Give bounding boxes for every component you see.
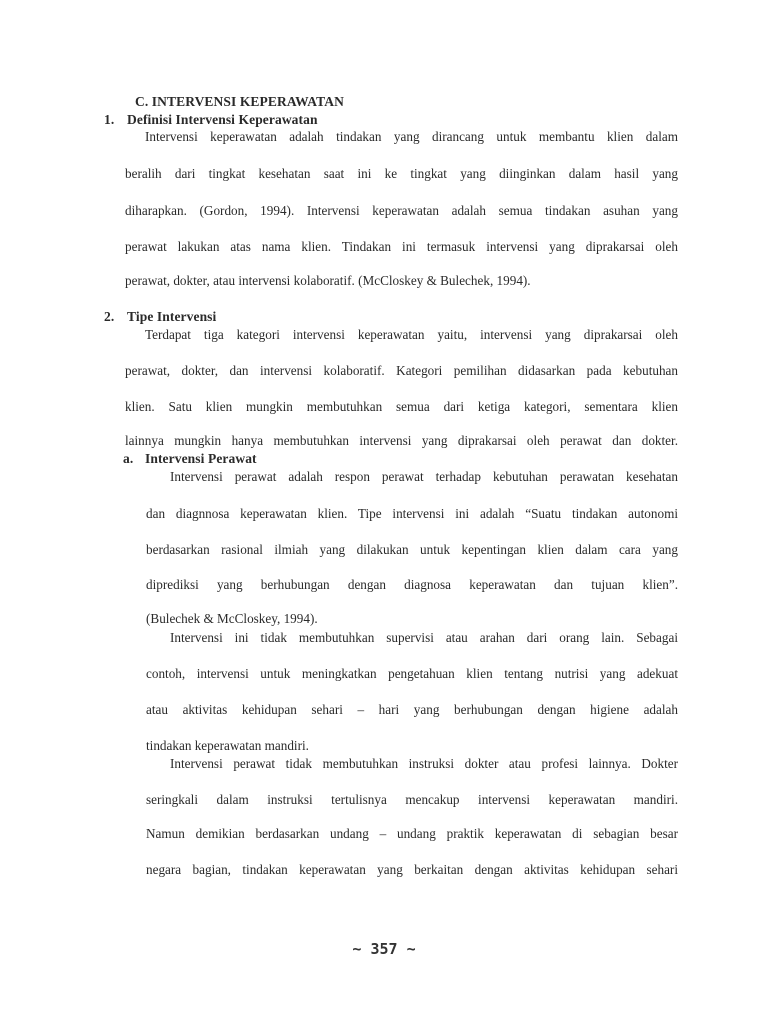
paragraph-line: diprediksi yang berhubungan dengan diagnosa keperawatan dan tujuan klien”. bbox=[146, 577, 678, 592]
paragraph-line: berdasarkan rasional ilmiah yang dilakukan untuk kepentingan klien dalam cara yang bbox=[146, 542, 678, 557]
paragraph-line: tindakan keperawatan mandiri. bbox=[146, 738, 309, 753]
paragraph-line: Intervensi perawat tidak membutuhkan instruksi dokter atau profesi lainnya. Dokter bbox=[170, 756, 678, 771]
paragraph-line: lainnya mungkin hanya membutuhkan intervensi yang diprakarsai oleh perawat dan dokter. bbox=[125, 433, 678, 448]
paragraph-line: atau aktivitas kehidupan sehari – hari yang berhubungan dengan higiene adalah bbox=[146, 702, 678, 717]
paragraph-line: Intervensi ini tidak membutuhkan supervisi atau arahan dari orang lain. Sebagai bbox=[170, 630, 678, 645]
subheading-letter-a: a. bbox=[123, 451, 134, 466]
paragraph-line: diharapkan. (Gordon, 1994). Intervensi keperawatan adalah semua tindakan asuhan yang bbox=[125, 203, 678, 218]
subheading-intervensi-perawat: Intervensi Perawat bbox=[145, 451, 257, 466]
paragraph-line: Terdapat tiga kategori intervensi keperawatan yaitu, intervensi yang diprakarsai oleh bbox=[145, 327, 678, 342]
paragraph-line: klien. Satu klien mungkin membutuhkan semua dari ketiga kategori, sementara klien bbox=[125, 399, 678, 414]
paragraph-line: contoh, intervensi untuk meningkatkan pengetahuan klien tentang nutrisi yang adekuat bbox=[146, 666, 678, 681]
paragraph-line: (Bulechek & McCloskey, 1994). bbox=[146, 611, 318, 626]
subheading-number-2: 2. bbox=[104, 309, 115, 324]
paragraph-line: seringkali dalam instruksi tertulisnya mencakup intervensi keperawatan mandiri. bbox=[146, 792, 678, 807]
paragraph-line: dan diagnnosa keperawatan klien. Tipe intervensi ini adalah “Suatu tindakan autonomi bbox=[146, 506, 678, 521]
paragraph-line: perawat lakukan atas nama klien. Tindakan ini termasuk intervensi yang diprakarsai oleh bbox=[125, 239, 678, 254]
paragraph-line: Intervensi keperawatan adalah tindakan yang dirancang untuk membantu klien dalam bbox=[145, 129, 678, 144]
page-number: ~ 357 ~ bbox=[352, 940, 416, 958]
subheading-tipe-intervensi: Tipe Intervensi bbox=[127, 309, 217, 324]
section-title: C. INTERVENSI KEPERAWATAN bbox=[135, 94, 344, 109]
paragraph-line: Namun demikian berdasarkan undang – undang praktik keperawatan di sebagian besar bbox=[146, 826, 678, 841]
paragraph-line: beralih dari tingkat kesehatan saat ini ke tingkat yang diinginkan dalam hasil yang bbox=[125, 166, 678, 181]
paragraph-line: perawat, dokter, atau intervensi kolaboratif. (McCloskey & Bulechek, 1994). bbox=[125, 273, 531, 288]
paragraph-line: negara bagian, tindakan keperawatan yang berkaitan dengan aktivitas kehidupan sehari bbox=[146, 862, 678, 877]
paragraph-line: Intervensi perawat adalah respon perawat terhadap kebutuhan perawatan kesehatan bbox=[170, 469, 678, 484]
subheading-definisi: Definisi Intervensi Keperawatan bbox=[127, 112, 318, 127]
paragraph-line: perawat, dokter, dan intervensi kolaboratif. Kategori pemilihan didasarkan pada kebutuhan bbox=[125, 363, 678, 378]
subheading-number-1: 1. bbox=[104, 112, 115, 127]
